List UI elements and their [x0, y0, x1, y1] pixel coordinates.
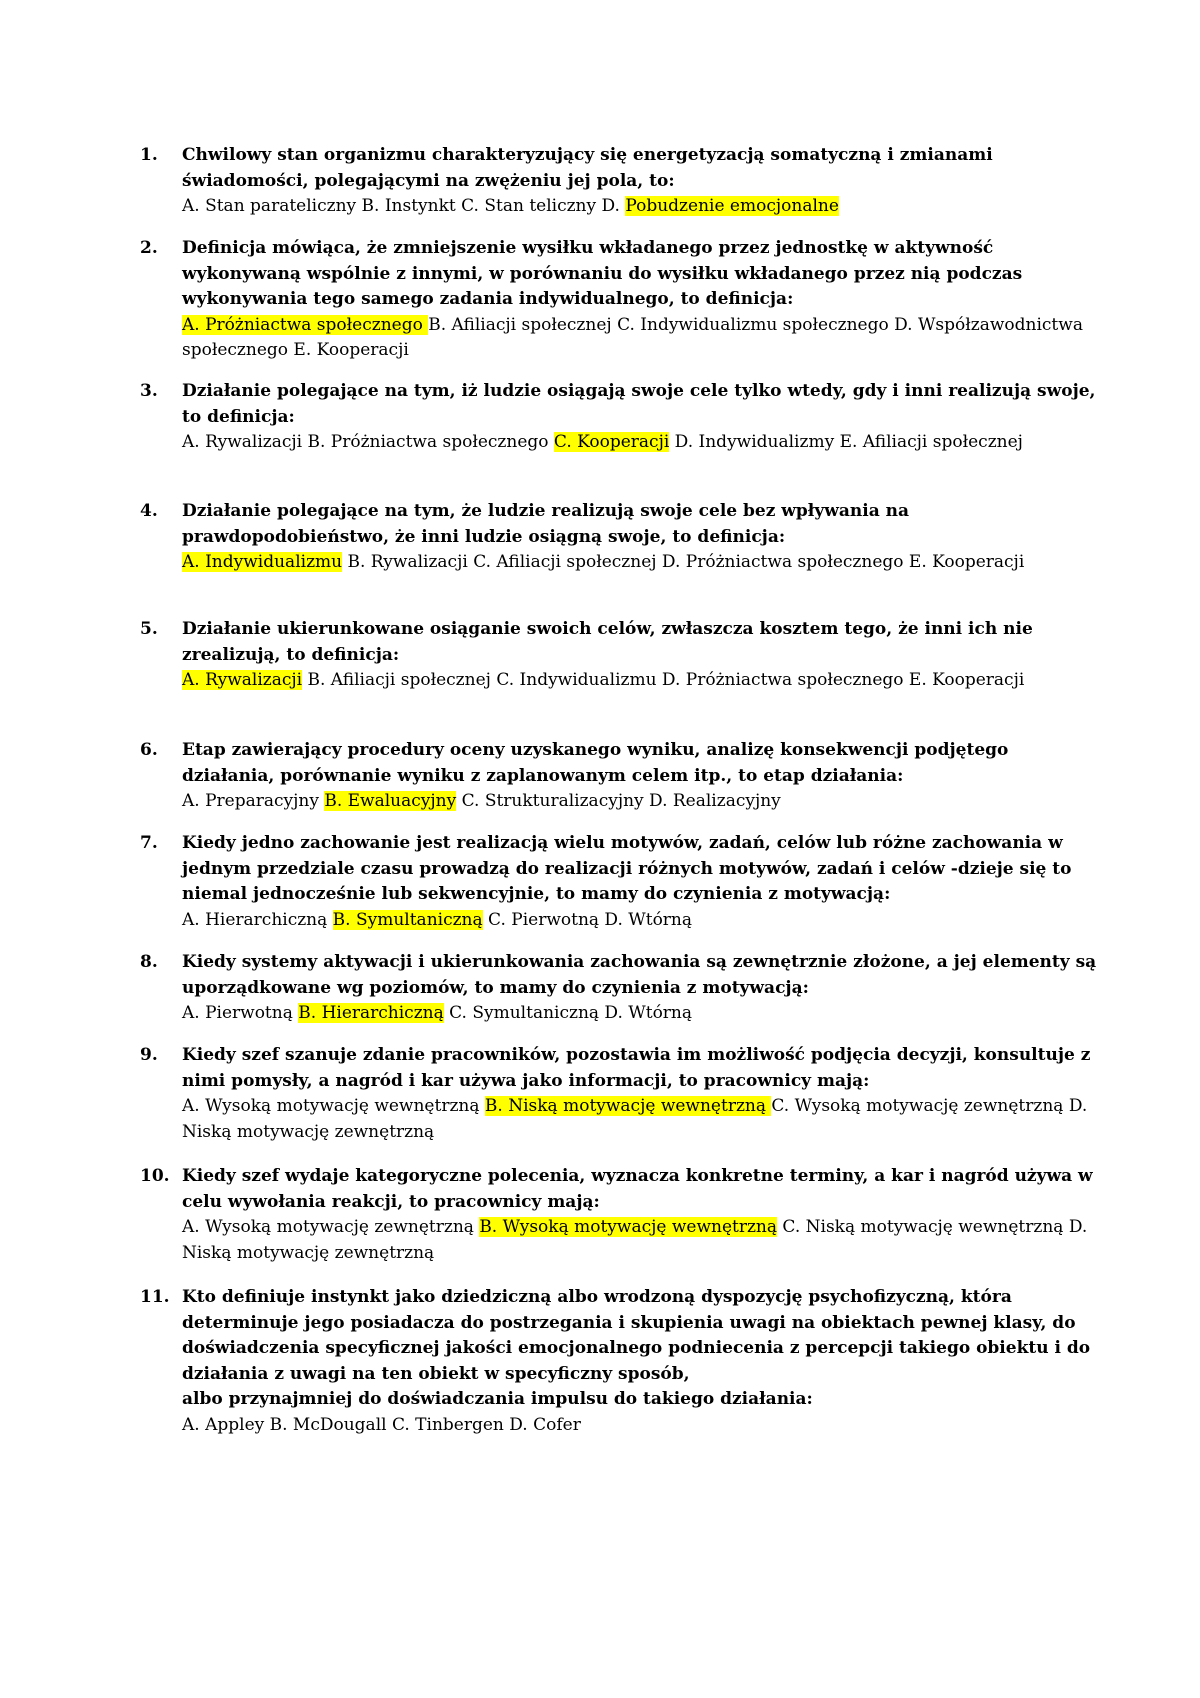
answer-option-text: B. Rywalizacji C. Afiliacji społecznej D. Próżniactwa społecznego E. Kooperacji [342, 552, 1025, 572]
question-item [140, 499, 1102, 576]
answer-options [182, 1413, 1102, 1439]
answer-option-text: B. Afiliacji społecznej C. Indywidualizmu D. Próżniactwa społecznego E. Kooperacji [302, 670, 1025, 690]
question-text: Etap zawierający procedury oceny uzyskanego wyniku, analizę konsekwencji podjętego działania, porównanie wyniku z zaplanowanym celem itp., to etap działania: [182, 740, 1009, 786]
answer-options [182, 550, 1102, 576]
question-number: 2. [140, 238, 158, 258]
question-text: Definicja mówiąca, że zmniejszenie wysiłku wkładanego przez jednostkę w aktywność wykonywaną wspólnie z innymi, w porównaniu do wysiłku wkładanego przez nią podczas wykonywania tego samego zadania indywidualnego, to definicja: [182, 238, 1023, 309]
answer-option-text: A. Wysoką motywację wewnętrzną [182, 1096, 485, 1116]
question-item [140, 143, 1102, 220]
question-text: Kiedy szef szanuje zdanie pracowników, pozostawia im możliwość podjęcia decyzji, konsultuje z nimi pomysły, a nagród i kar używa jako informacji, to pracownicy mają: [182, 1045, 1091, 1091]
highlighted-answer: B. Symultaniczną [332, 909, 483, 930]
answer-options [182, 430, 1102, 456]
highlighted-answer: B. Hierarchiczną [298, 1003, 444, 1023]
question-item [140, 1285, 1102, 1438]
question-text: Działanie ukierunkowane osiąganie swoich celów, zwłaszcza kosztem tego, że inni ich nie zrealizują, to definicja: [182, 619, 1033, 665]
answer-option-text: A. Pierwotną [182, 1003, 299, 1023]
answer-options [182, 789, 1102, 815]
highlighted-answer: Pobudzenie emocjonalne [625, 196, 839, 216]
question-text: Działanie polegające na tym, iż ludzie osiągają swoje cele tylko wtedy, gdy i inni realizują swoje, to definicja: [182, 381, 1096, 427]
question-number: 8. [140, 952, 158, 972]
question-number: 11. [140, 1287, 170, 1307]
answer-option-text: A. Wysoką motywację zewnętrzną [182, 1217, 480, 1237]
question-item [140, 831, 1102, 933]
answer-options [182, 1094, 1102, 1145]
question-text: Chwilowy stan organizmu charakteryzujący się energetyzacją somatyczną i zmianami świadomości, polegającymi na zwężeniu jej pola, to: [182, 145, 993, 191]
question-item [140, 1043, 1102, 1145]
answer-option-text: C. Strukturalizacyjny D. Realizacyjny [456, 791, 781, 811]
question-item [140, 950, 1102, 1027]
question-item [140, 236, 1102, 364]
highlighted-answer: A. Indywidualizmu [182, 552, 343, 572]
highlighted-answer: A. Rywalizacji [182, 670, 303, 690]
question-item [140, 1164, 1102, 1266]
question-number: 7. [140, 833, 158, 853]
highlighted-answer: B. Wysoką motywację wewnętrzną [479, 1217, 778, 1237]
answer-options [182, 1215, 1102, 1266]
question-number: 4. [140, 501, 158, 521]
question-item [140, 617, 1102, 694]
question-item [140, 738, 1102, 815]
highlighted-answer: B. Niską motywację wewnętrzną [484, 1096, 772, 1116]
answer-option-text: A. Appley B. McDougall C. Tinbergen D. Cofer [182, 1414, 581, 1435]
answer-option-text: C. Wysoką motywację zewnętrzną D. Niską motywację zewnętrzną [182, 1096, 1088, 1142]
question-text: Kto definiuje instynkt jako dziedziczną albo wrodzoną dyspozycję psychofizyczną, która determinuje jego posiadacza do postrzegania i skupienia uwagi na obiektach pewnej klasy, do doświadczenia specyficznej jakości emocjonalnego podniecenia z percepcji takiego obiektu i do działania z uwagi na ten obiekt w specyficzny sposób, [182, 1287, 1091, 1384]
answer-option-text: C. Niską motywację wewnętrzną D. Niską motywację zewnętrzną [182, 1217, 1088, 1263]
answer-option-text: A. Preparacyjny [182, 791, 325, 811]
question-text: Kiedy systemy aktywacji i ukierunkowania zachowania są zewnętrznie złożone, a jej elementy są uporządkowane wg poziomów, to mamy do czynienia z motywacją: [182, 952, 1097, 998]
answer-option-text: A. Rywalizacji B. Próżniactwa społecznego [182, 432, 554, 452]
answer-option-text: C. Symultaniczną D. Wtórną [443, 1003, 693, 1023]
question-item [140, 379, 1102, 456]
answer-option-text: A. Stan parateliczny B. Instynkt C. Stan teliczny D. [182, 196, 626, 216]
answer-option-text: A. Hierarchiczną [182, 909, 333, 930]
question-number: 1. [140, 145, 158, 165]
answer-option-text: C. Pierwotną D. Wtórną [482, 909, 693, 930]
highlighted-answer: C. Kooperacji [553, 432, 670, 452]
answer-options [182, 1001, 1102, 1027]
question-text: Kiedy szef wydaje kategoryczne polecenia, wyznacza konkretne terminy, a kar i nagród używa w celu wywołania reakcji, to pracownicy mają: [182, 1166, 1093, 1212]
question-number: 6. [140, 740, 158, 760]
question-text-continuation: albo przynajmniej do doświadczania impulsu do takiego działania: [182, 1389, 813, 1409]
answer-options [182, 313, 1102, 364]
question-number: 9. [140, 1045, 158, 1065]
question-text: Działanie polegające na tym, że ludzie realizują swoje cele bez wpływania na prawdopodobieństwo, że inni ludzie osiągną swoje, to definicja: [182, 501, 909, 547]
question-number: 10. [140, 1166, 170, 1186]
highlighted-answer: B. Ewaluacyjny [324, 791, 457, 811]
question-number: 3. [140, 381, 158, 401]
answer-options [182, 908, 1102, 934]
question-text: Kiedy jedno zachowanie jest realizacją wielu motywów, zadań, celów lub różne zachowania w jednym przedziale czasu prowadzą do realizacji różnych motywów, zadań i celów -dzieje się to niemal jednocześnie lub sekwencyjnie, to mamy do czynienia z motywacją: [182, 833, 1072, 904]
highlighted-answer: A. Próżniactwa społecznego [182, 314, 429, 335]
answer-options [182, 668, 1102, 694]
answer-option-text: D. Indywidualizmy E. Afiliacji społecznej [669, 432, 1023, 452]
question-number: 5. [140, 619, 158, 639]
answer-option-text: B. Afiliacji społecznej C. Indywidualizmu społecznego D. Współzawodnictwa społecznego E. Kooperacji [182, 314, 1083, 360]
answer-options [182, 194, 1102, 220]
